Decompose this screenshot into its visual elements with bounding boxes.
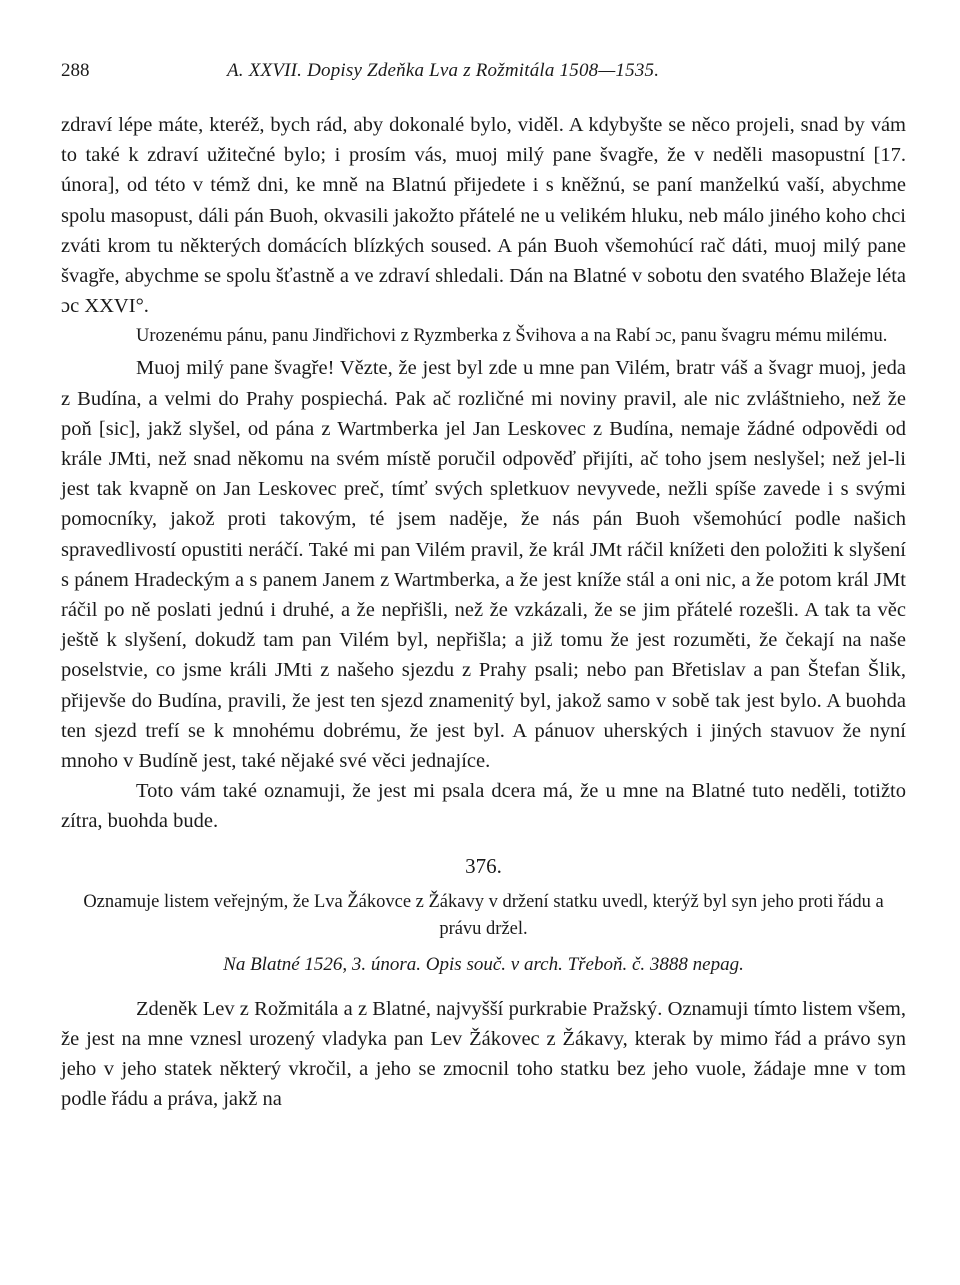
document-regest: Oznamuje listem veřejným, že Lva Žákovce z Žákavy v držení statku uvedl, kterýž byl syn jeho proti řádu a právu držel. bbox=[83, 891, 884, 939]
document-number: 376. bbox=[465, 853, 502, 878]
running-title: A. XXVII. Dopisy Zdeňka Lva z Rožmitála 1508—1535. bbox=[227, 60, 660, 81]
letter-paragraph: Zdeněk Lev z Rožmitála a z Blatné, najvyšší purkrabie Pražský. Oznamuji tímto listem všem, že jest na mne vznesl urozený vladyka pan Lev Žákovec z Žákavy, kterak by mimo řád a právo syn jeho v jeho statek některý vkročil, a jeho se zmocnil toho statku bez jeho vuole, žádaje mne v tom podle řádu a práva, jakž na bbox=[61, 997, 906, 1111]
letter-375-body bbox=[61, 110, 906, 837]
letter-paragraph: Toto vám také oznamuji, že jest mi psala dcera má, že u mne na Blatné tuto neděli, totižto zítra, buohda bude. bbox=[61, 780, 906, 833]
page-number: 288 bbox=[61, 60, 90, 81]
letter-paragraph: Muoj milý pane švagře! Vězte, že jest byl zde u mne pan Vilém, bratr váš a švagr muoj, jeda z Budína, a velmi do Prahy pospiechá. Pak ač rozličné mi noviny pravil, ale nic zvláštnieho, než že poň [sic], jakž slyšel, od pána z Wartmberka jel Jan Leskovec z Budína, nemaje žádné odpovědi od krále JMti, než snad někomu na svém místě poručil odpověď přijíti, ač toho jsem neslyšel; než jel-li jest tak kvapně on Jan Leskovec preč, tímť svých spletkuov nevyvede, nežli spíše zavede i s svými pomocníky, jakož proti takovým, té jsem naděje, že nás pán Buoh všemohúcí podle našich spravedlivostí opustiti neráčí. Také mi pan Vilém pravil, že král JMt ráčil knížeti den položiti k slyšení s pánem Hradeckým a s panem Janem z Wartmberka, a že jest kníže stál a oni nic, a že potom král JMt ráčil po ně poslati jednú i druhé, a že nepřišli, než že vzkázali, že se jim přátelé rozešli. A tak ta věc ještě k slyšení, dokudž tam pan Vilém byl, nepřišla; a již tomu že jest rozuměti, že čekají na naše poselstvie, co jsme králi JMti z našeho sjezdu z Prahy psali; nebo pan Břetislav a pan Štefan Šlik, přijevše do Budína, pravili, že jest ten sjezd znamenitý byl, jakož samo v sobě tak jest bylo. A buohda ten sjezd trefí se k mnohému dobrému, že jest byl. A pánuov uherských i jiných stavuov že nyní mnoho v Budíně jest, také nějaké své věci jednajíce. bbox=[61, 357, 906, 773]
document-page bbox=[61, 56, 906, 1114]
letter-address: Urozenému pánu, panu Jindřichovi z Ryzmberka z Švihova a na Rabí ɔc, panu švagru mému milému. bbox=[136, 326, 888, 347]
document-source: Na Blatné 1526, 3. února. Opis souč. v arch. Třeboň. č. 3888 nepag. bbox=[223, 953, 744, 975]
letter-paragraph: zdraví lépe máte, kteréž, bych rád, aby dokonalé bylo, viděl. A kdybyšte se něco projeli, snad by vám to také k zdraví užitečné bylo; i prosím vás, muoj milý pane švagře, že v neděli masopustní [17. února], od této v témž dni, ke mně na Blatnú přijedete i s kněžnú, se paní manželkú vaší, abychme spolu masopust, dáli pán Buoh, okvasili jakožto přátelé ne u velikém hluku, neb málo jiného koho chci zváti krom tu některých domácích blízkých soused. A pán Buoh všemohúcí rač dáti, muoj milý pane švagře, abychme se spolu šťastně a ve zdraví shledali. Dán na Blatné v sobotu den svatého Blažeje léta ɔc XXVI°. bbox=[61, 114, 906, 318]
page-header bbox=[61, 56, 906, 90]
letter-376-body bbox=[61, 994, 906, 1115]
